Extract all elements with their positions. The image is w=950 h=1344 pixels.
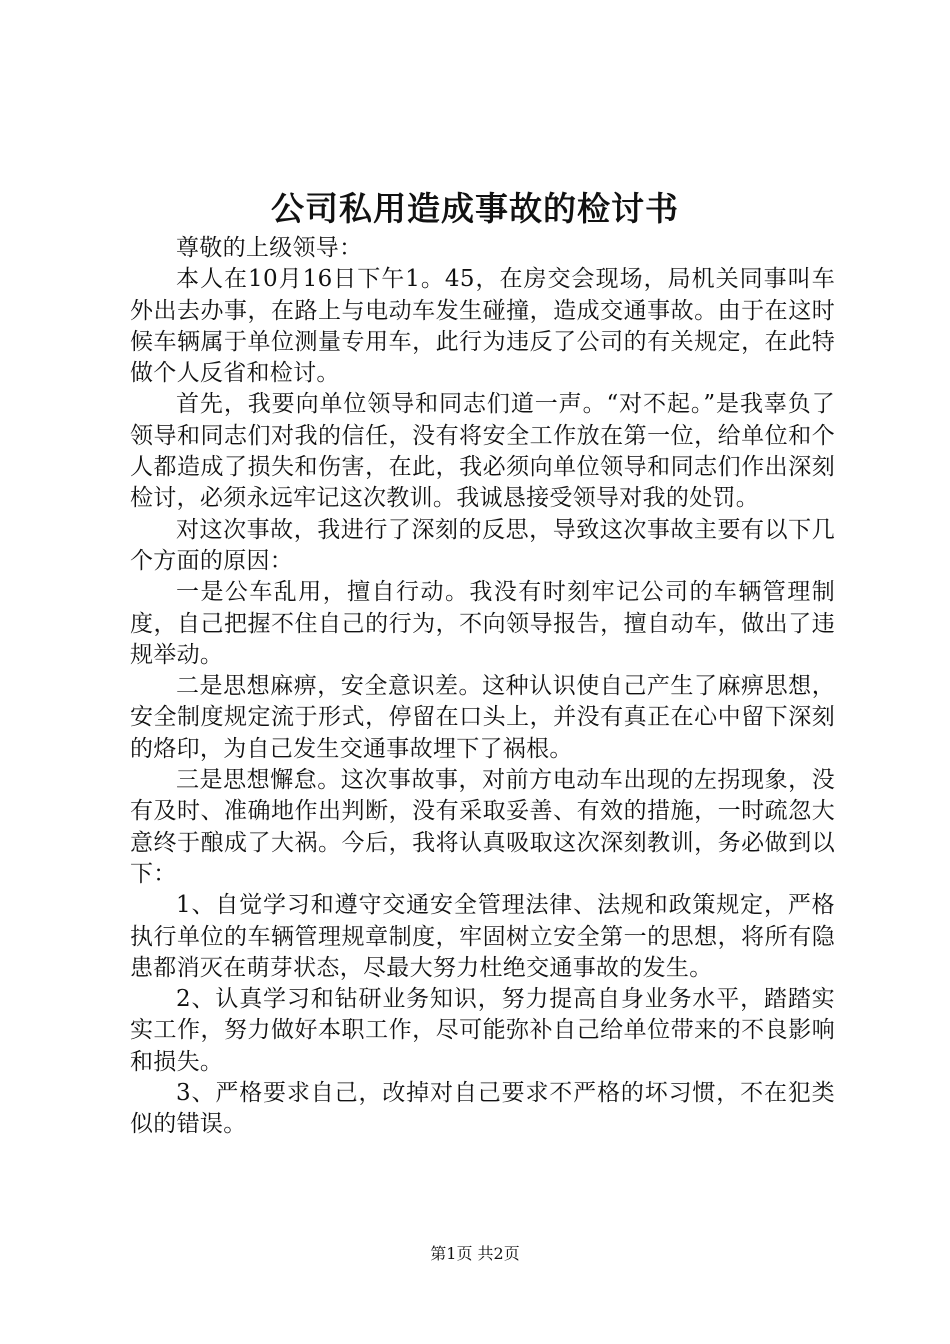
- paragraph-incident: 本人在10月16日下午1。45，在房交会现场，局机关同事叫车外出去办事，在路上与电动车发生碰撞，造成交通事故。由于在这时候车辆属于单位测量专用车，此行为违反了公司的有关规定，在此特做个人反省和检讨。: [130, 266, 835, 387]
- paragraph-commitment-1: 1、自觉学习和遵守交通安全管理法律、法规和政策规定，严格执行单位的车辆管理规章制度，牢固树立安全第一的思想，将所有隐患都消灭在萌芽状态，尽最大努力杜绝交通事故的发生。: [130, 892, 835, 981]
- paragraph-apology: 首先，我要向单位领导和同志们道一声。“对不起。”是我辜负了领导和同志们对我的信任，没有将安全工作放在第一位，给单位和个人都造成了损失和伤害，在此，我必须向单位领导和同志们作出深刻检讨，必须永远牢记这次教训。我诚恳接受领导对我的处罚。: [130, 391, 835, 512]
- document-title: 公司私用造成事故的检讨书: [271, 189, 679, 228]
- salutation: 尊敬的上级领导：: [176, 235, 363, 261]
- paragraph-commitment-2: 2、认真学习和钻研业务知识，努力提高自身业务水平，踏踏实实工作，努力做好本职工作，尽可能弥补自己给单位带来的不良影响和损失。: [130, 986, 835, 1075]
- document-body: [130, 233, 835, 1141]
- paragraph-reason-2: 二是思想麻痹，安全意识差。这种认识使自己产生了麻痹思想，安全制度规定流于形式，停留在口头上，并没有真正在心中留下深刻的烙印，为自己发生交通事故埋下了祸根。: [130, 673, 835, 762]
- paragraph-reason-1: 一是公车乱用，擅自行动。我没有时刻牢记公司的车辆管理制度，自己把握不住自己的行为，不向领导报告，擅自动车，做出了违规举动。: [130, 579, 835, 668]
- paragraph-reason-3: 三是思想懈怠。这次事故事，对前方电动车出现的左拐现象，没有及时、准确地作出判断，没有采取妥善、有效的措施，一时疏忽大意终于酿成了大祸。今后，我将认真吸取这次深刻教训，务必做到以下：: [130, 767, 835, 887]
- page-footer: 第1页 共2页: [430, 1244, 520, 1263]
- paragraph-reflection: 对这次事故，我进行了深刻的反思，导致这次事故主要有以下几个方面的原因：: [130, 516, 835, 574]
- paragraph-commitment-3: 3、严格要求自己，改掉对自己要求不严格的坏习惯，不在犯类似的错误。: [130, 1080, 835, 1138]
